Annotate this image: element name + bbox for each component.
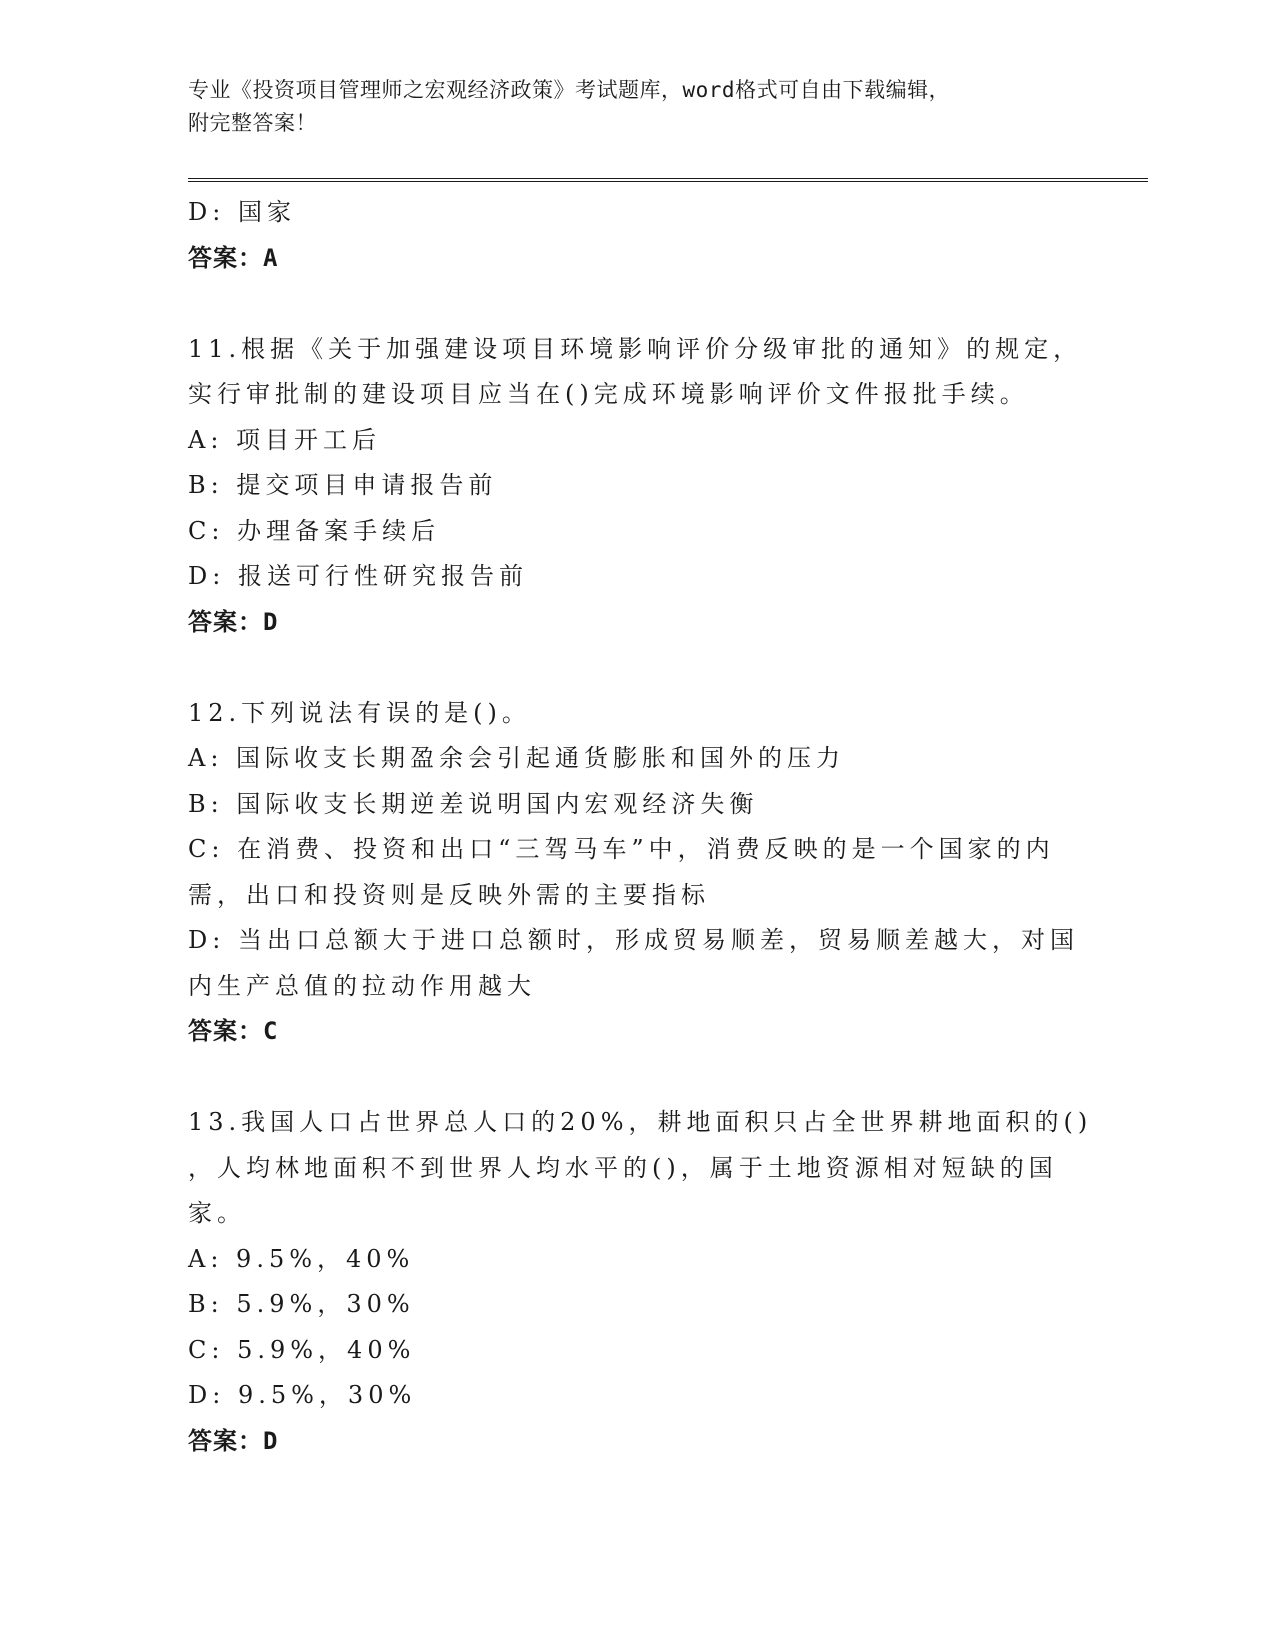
prev-answer: 答案：A (188, 243, 279, 272)
option-c: C: 办理备案手续后 (188, 516, 441, 545)
question-stem: 13.我国人口占世界总人口的20%，耕地面积只占全世界耕地面积的() (188, 1108, 1093, 1136)
document-header (188, 74, 1068, 140)
question-11 (188, 327, 1083, 646)
answer: 答案：D (188, 607, 279, 636)
option-d: D: 报送可行性研究报告前 (188, 562, 528, 590)
option-a: A: 9.5%，40% (188, 1244, 415, 1273)
answer: 答案：D (188, 1426, 279, 1455)
option-c: C: 在消费、投资和出口“三驾马车”中，消费反映的是一个国家的内 (188, 835, 1055, 863)
option-d-continued: 内生产总值的拉动作用越大 (188, 971, 536, 1000)
header-divider (188, 178, 1148, 182)
option-c: C: 5.9%，40% (188, 1335, 416, 1364)
answer: 答案：C (188, 1017, 279, 1045)
option-b: B: 5.9%，30% (188, 1290, 415, 1318)
option-d: D: 当出口总额大于进口总额时，形成贸易顺差，贸易顺差越大，对国 (188, 926, 1079, 954)
option-a: A: 国际收支长期盈余会引起通货膨胀和国外的压力 (188, 744, 846, 772)
spacer (188, 281, 1068, 327)
question-stem: 实行审批制的建设项目应当在()完成环境影响评价文件报批手续。 (188, 380, 1029, 408)
question-content (188, 190, 1093, 1464)
spacer (188, 645, 1068, 691)
header-line-2: 附完整答案！ (188, 111, 317, 135)
question-stem: 家。 (188, 1199, 246, 1227)
option-d: D: 9.5%，30% (188, 1381, 417, 1409)
header-line-1: 专业《投资项目管理师之宏观经济政策》考试题库，word格式可自由下载编辑， (188, 78, 951, 102)
question-stem: 11.根据《关于加强建设项目环境影响评价分级审批的通知》的规定， (188, 334, 1083, 363)
question-12 (188, 691, 1079, 1055)
spacer (188, 1055, 1068, 1101)
option-b: B: 提交项目申请报告前 (188, 471, 498, 499)
option-a: A: 项目开工后 (188, 425, 382, 454)
prev-option-d: D: 国家 (188, 198, 296, 226)
option-b: B: 国际收支长期逆差说明国内宏观经济失衡 (188, 789, 759, 818)
question-stem: 12.下列说法有误的是()。 (188, 698, 531, 727)
question-stem: ，人均林地面积不到世界人均水平的()，属于土地资源相对短缺的国 (188, 1153, 1058, 1182)
question-13 (188, 1100, 1093, 1464)
option-c-continued: 需，出口和投资则是反映外需的主要指标 (188, 880, 710, 909)
